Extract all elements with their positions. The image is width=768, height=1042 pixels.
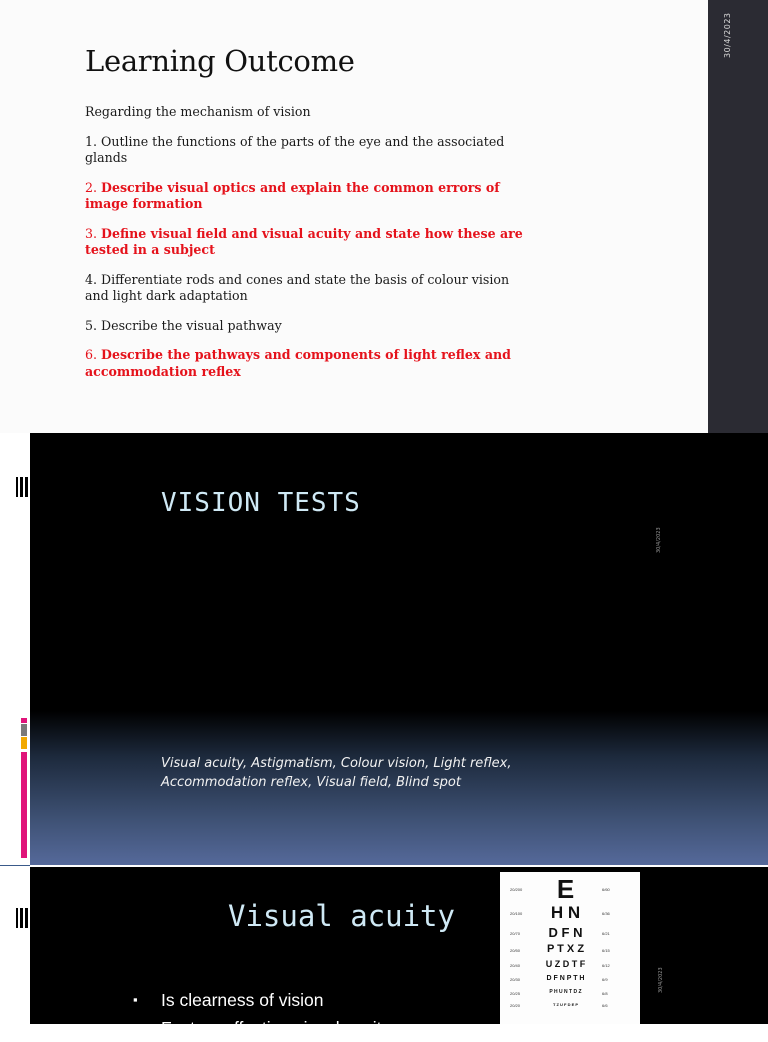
outcome-item xyxy=(85,226,535,259)
outcome-number: 4. xyxy=(85,271,102,287)
slide-sidebar xyxy=(708,0,768,433)
snellen-metric: 6/36 xyxy=(602,910,610,916)
outcome-item xyxy=(85,347,535,380)
slide-subtitle: Visual acuity, Astigmatism, Colour vision, Light reflex, Accommodation reflex, Visual field, Blind spot xyxy=(161,756,512,790)
snellen-fraction: 20/20 xyxy=(510,1003,521,1008)
slide-date: 30/4/2023 xyxy=(723,12,732,58)
snellen-letters: D F N xyxy=(548,925,583,940)
outcome-text: Describe the pathways and components of light reflex and accommodation reflex xyxy=(85,347,511,379)
slide-date: 30/4/2023 xyxy=(656,527,662,553)
outcome-item xyxy=(85,134,535,167)
snellen-letters: P H U N T D Z xyxy=(549,989,582,995)
deco-strip-gray xyxy=(21,724,27,736)
slide-title: Learning Outcome xyxy=(85,44,355,78)
outcome-item xyxy=(85,180,535,213)
snellen-letters: D F N P T H xyxy=(546,975,585,982)
snellen-fraction: 20/25 xyxy=(510,990,521,996)
divider-line xyxy=(0,865,30,866)
snellen-metric: 6/8 xyxy=(602,990,608,996)
snellen-letters: H N xyxy=(550,903,581,922)
snellen-letters: E xyxy=(556,874,575,904)
binder-mark-icon xyxy=(16,477,30,497)
snellen-letters: T Z U F D E P xyxy=(552,1002,579,1007)
slide-vision-tests xyxy=(30,433,768,865)
outcome-text: Describe the visual pathway xyxy=(101,317,282,333)
bullet-list xyxy=(133,986,390,1042)
snellen-fraction: 20/30 xyxy=(510,976,521,982)
snellen-letters: P T X Z xyxy=(546,943,585,955)
snellen-metric: 6/9 xyxy=(602,976,608,982)
outcome-number: 5. xyxy=(85,317,102,333)
snellen-fraction: 20/50 xyxy=(510,947,521,953)
outcome-text: Describe visual optics and explain the common errors of image formation xyxy=(85,179,500,211)
slide-date: 30/4/2023 xyxy=(658,967,664,993)
snellen-fraction: 20/70 xyxy=(510,930,521,936)
outcome-text: Define visual field and visual acuity and state how these are tested in a subject xyxy=(85,225,523,257)
outcome-item xyxy=(85,272,535,305)
snellen-fraction: 20/200 xyxy=(510,887,523,892)
outcome-number: 6. xyxy=(85,347,102,362)
binder-mark-icon xyxy=(16,908,30,928)
slide-title: Visual acuity xyxy=(228,899,455,933)
intro-text: Regarding the mechanism of vision xyxy=(85,104,311,119)
outcome-number: 2. xyxy=(85,179,102,195)
deco-strip-pink xyxy=(21,752,27,858)
slide-title: VISION TESTS xyxy=(161,488,361,518)
bullet-item: ▪ Factors affecting visual acuity xyxy=(133,1014,390,1042)
outcome-text: Differentiate rods and cones and state the basis of colour vision and light dark adaptation xyxy=(85,271,510,303)
slide-learning-outcome xyxy=(0,0,768,433)
snellen-chart-image xyxy=(500,872,640,1024)
slide-visual-acuity xyxy=(30,867,768,1038)
outcome-item xyxy=(85,318,535,335)
outcome-number: 1. xyxy=(85,133,102,149)
bullet-item: ▪ Is clearness of vision xyxy=(133,986,390,1014)
snellen-fraction: 20/40 xyxy=(510,962,521,968)
outcome-list xyxy=(85,134,535,381)
deco-strip-orange xyxy=(21,737,27,749)
slide-body xyxy=(85,104,535,393)
snellen-metric: 6/15 xyxy=(602,947,610,953)
outcome-text: Outline the functions of the parts of the eye and the associated glands xyxy=(85,133,505,165)
snellen-letters: U Z D T F xyxy=(545,959,586,969)
snellen-metric: 6/12 xyxy=(602,962,610,968)
outcome-number: 3. xyxy=(85,225,102,241)
snellen-metric: 6/60 xyxy=(602,887,610,892)
snellen-fraction: 20/100 xyxy=(510,910,523,916)
snellen-metric: 6/6 xyxy=(602,1003,608,1008)
snellen-metric: 6/21 xyxy=(602,930,610,936)
deco-strip-pink-small xyxy=(21,718,27,723)
